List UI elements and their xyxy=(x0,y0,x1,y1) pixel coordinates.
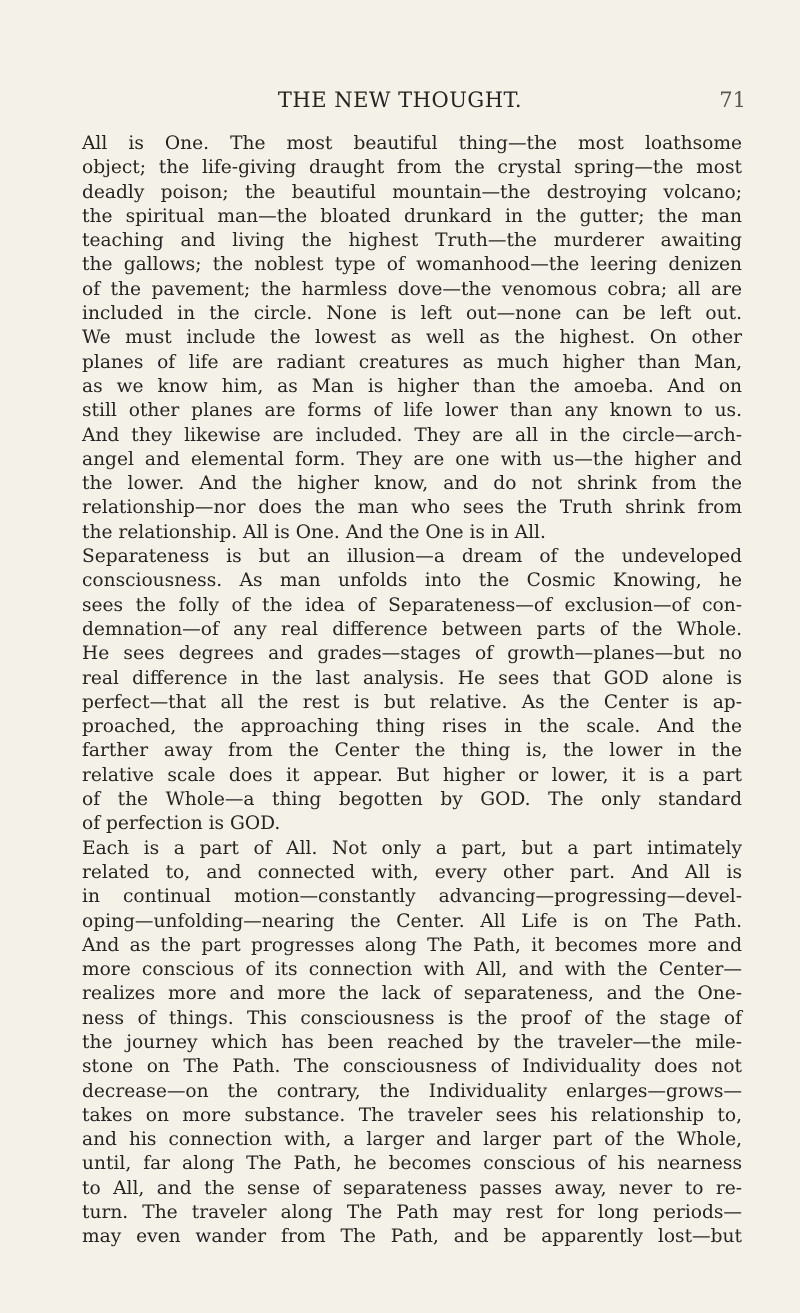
text-line: realizes more and more the lack of separateness, and the One- xyxy=(82,983,742,1005)
text-line: and his connection with, a larger and larger part of the Whole, xyxy=(82,1129,742,1151)
text-line: the journey which has been reached by the traveler—the mile- xyxy=(82,1031,742,1053)
text-line: the spiritual man—the bloated drunkard in the gutter; the man xyxy=(82,205,742,227)
text-line: deadly poison; the beautiful mountain—the destroying volcano; xyxy=(82,181,742,203)
text-line: And as the part progresses along The Path, it becomes more and xyxy=(82,934,742,956)
text-line: of the Whole—a thing begotten by GOD. The only standard xyxy=(82,789,742,811)
text-line: oping—unfolding—nearing the Center. All Life is on The Path. xyxy=(82,910,742,932)
page-number: 71 xyxy=(719,88,746,112)
text-line: included in the circle. None is left out—none can be left out. xyxy=(82,303,742,325)
text-line: more conscious of its connection with All, and with the Center— xyxy=(82,959,742,981)
text-line: of perfection is GOD. xyxy=(82,813,281,835)
text-line: as we know him, as Man is higher than the amoeba. And on xyxy=(82,375,742,397)
text-line: Each is a part of All. Not only a part, but a part intimately xyxy=(82,837,742,859)
text-line: real difference in the last analysis. He sees that GOD alone is xyxy=(82,667,742,689)
text-line: stone on The Path. The consciousness of Individuality does not xyxy=(82,1056,742,1078)
text-line: to All, and the sense of separateness passes away, never to re- xyxy=(82,1177,742,1199)
running-head xyxy=(0,88,800,122)
text-line: perfect—that all the rest is but relative. As the Center is ap- xyxy=(82,691,742,713)
text-line: planes of life are radiant creatures as much higher than Man, xyxy=(82,351,742,373)
text-line: farther away from the Center the thing is, the lower in the xyxy=(82,740,742,762)
body-text xyxy=(82,132,742,1250)
text-line: the lower. And the higher know, and do not shrink from the xyxy=(82,473,742,495)
text-line: relative scale does it appear. But higher or lower, it is a part xyxy=(82,764,742,786)
text-line: in continual motion—constantly advancing—progressing—devel- xyxy=(82,886,742,908)
text-line: relationship—nor does the man who sees the Truth shrink from xyxy=(82,497,742,519)
text-line: takes on more substance. The traveler sees his relationship to, xyxy=(82,1104,742,1126)
text-line: the relationship. All is One. And the One is in All. xyxy=(82,521,546,543)
text-line: sees the folly of the idea of Separateness—of exclusion—of con- xyxy=(82,594,742,616)
text-line: We must include the lowest as well as the highest. On other xyxy=(82,327,742,349)
text-line: still other planes are forms of life lower than any known to us. xyxy=(82,400,742,422)
text-line: until, far along The Path, he becomes conscious of his nearness xyxy=(82,1153,742,1175)
text-line: of the pavement; the harmless dove—the venomous cobra; all are xyxy=(82,278,742,300)
text-line: consciousness. As man unfolds into the Cosmic Knowing, he xyxy=(82,570,742,592)
text-line: turn. The traveler along The Path may rest for long periods— xyxy=(82,1202,742,1224)
text-line: proached, the approaching thing rises in the scale. And the xyxy=(82,716,742,738)
text-line: He sees degrees and grades—stages of growth—planes—but no xyxy=(82,643,742,665)
text-line: ness of things. This consciousness is the proof of the stage of xyxy=(82,1007,742,1029)
text-line: related to, and connected with, every other part. And All is xyxy=(82,861,742,883)
text-line: demnation—of any real difference between parts of the Whole. xyxy=(82,618,742,640)
text-line: the gallows; the noblest type of womanhood—the leering denizen xyxy=(82,254,742,276)
text-line: decrease—on the contrary, the Individuality enlarges—grows— xyxy=(82,1080,742,1102)
text-line: angel and elemental form. They are one with us—the higher and xyxy=(82,448,742,470)
text-line: teaching and living the highest Truth—the murderer awaiting xyxy=(82,230,742,252)
text-line: All is One. The most beautiful thing—the most loathsome xyxy=(82,133,742,154)
page-title: THE NEW THOUGHT. xyxy=(277,88,523,112)
text-line: may even wander from The Path, and be apparently lost—but xyxy=(82,1226,742,1248)
text-line: object; the life-giving draught from the crystal spring—the most xyxy=(82,157,742,179)
text-line: And they likewise are included. They are all in the circle—arch- xyxy=(82,424,742,446)
text-line: Separateness is but an illusion—a dream of the undeveloped xyxy=(82,546,742,568)
